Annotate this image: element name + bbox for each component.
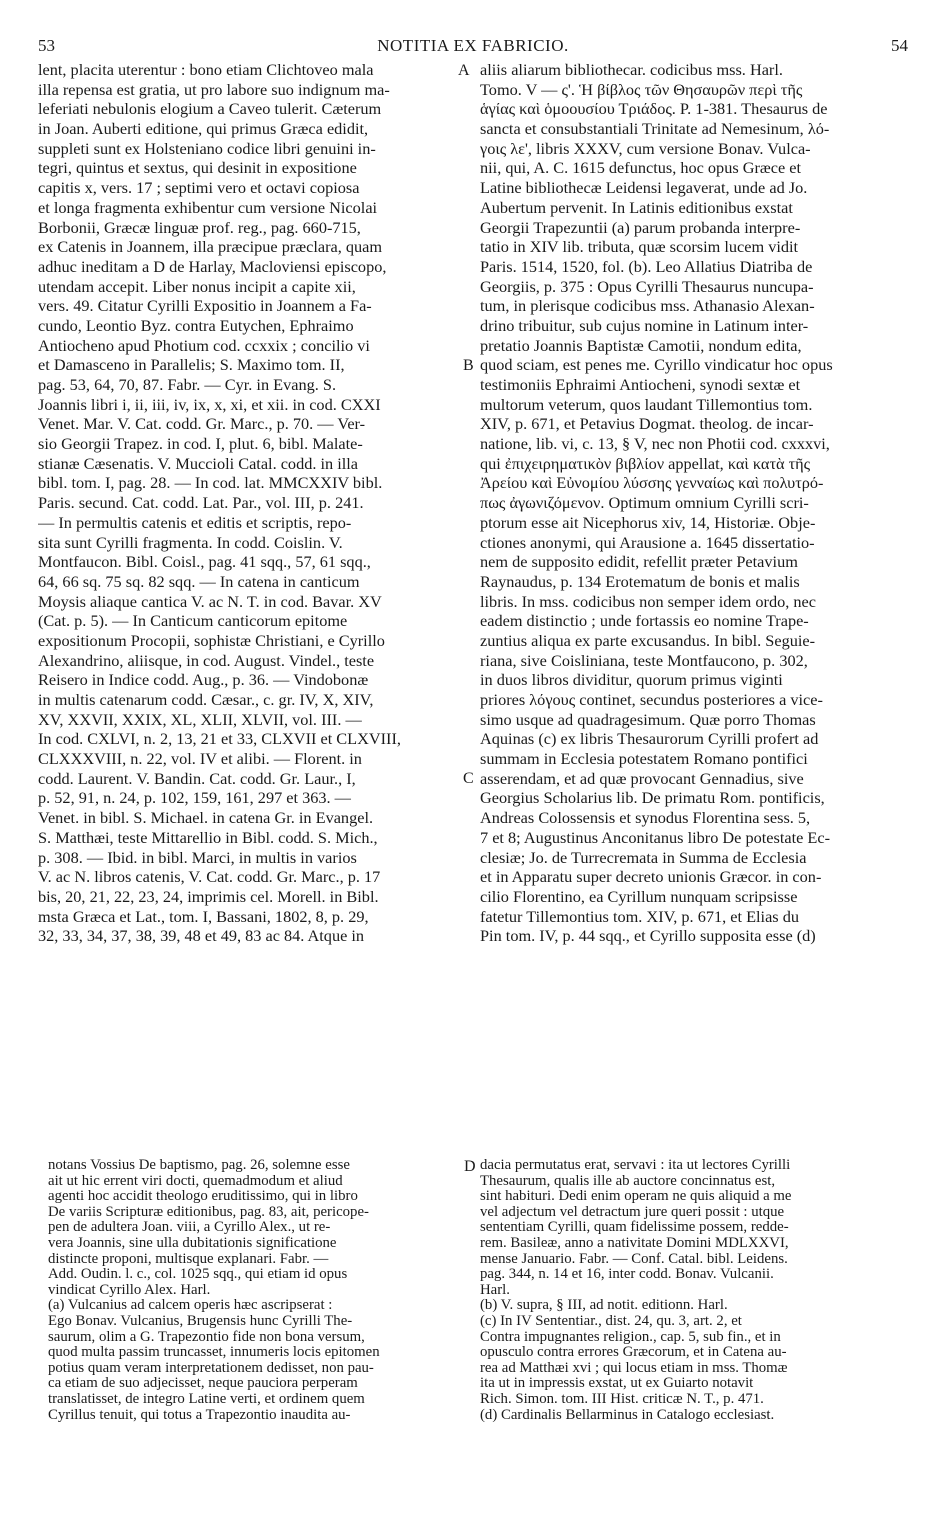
text-line: eadem distinctio ; unde fortassis eo nomine Trape-: [480, 611, 809, 631]
text-line: Aubertum pervenit. In Latinis editionibus exstat: [480, 197, 793, 217]
right-footnotes: [480, 1158, 908, 1423]
text-line: lent, placita uterentur : bono etiam Clichtoveo mala: [38, 60, 374, 79]
text-line: vers. 49. Citatur Cyrilli Expositio in Joannem a Fa-: [38, 296, 372, 316]
text-line: πως ἀγωνιζόμενον. Optimum omnium Cyrilli scri-: [480, 493, 809, 513]
footnote-line: saurum, olim a G. Trapezontio fide non bona versum,: [48, 1329, 365, 1345]
text-line: summam in Ecclesia potestatem Romano pontifici: [480, 749, 808, 769]
text-line: et Damasceno in Parallelis; S. Maximo tom. II,: [38, 355, 345, 375]
text-line: Venet. in bibl. S. Michael. in catena Gr. in Evangel.: [38, 808, 374, 828]
footnote-line: (d) Cardinalis Bellarminus in Catalogo ecclesiast.: [480, 1407, 775, 1423]
text-line: msta Græca et Lat., tom. I, Bassani, 1802, 8, p. 29,: [38, 906, 369, 926]
text-line: codd. Laurent. V. Bandin. Cat. codd. Gr. Laur., I,: [38, 768, 356, 788]
text-line: (Cat. p. 5). — In Canticum canticorum epitome: [38, 611, 348, 631]
text-line: 32, 33, 34, 37, 38, 39, 48 et 49, 83 ac 84. Atque in: [38, 926, 365, 946]
text-line: et in Apparatu super decreto unionis Græcor. in con-: [480, 867, 822, 887]
text-line: p. 308. — Ibid. in bibl. Marci, in multis in varios: [38, 847, 357, 867]
text-line: Borbonii, Græcæ linguæ prof. reg., pag. 660-715,: [38, 217, 361, 237]
text-line: Georgiis, p. 375 : Opus Cyrilli Thesaurus nuncupa-: [480, 276, 814, 296]
text-line: Paris. 1514, 1520, fol. (b). Leo Allatius Diatriba de: [480, 256, 813, 276]
text-line: testimoniis Ephraimi Antiocheni, synodi sextæ et: [480, 375, 801, 394]
text-line: XV, XXVII, XXIX, XL, XLII, XLVII, vol. III. —: [38, 709, 362, 729]
footnote-line: dacia permutatus erat, servavi : ita ut lectores Cyrilli: [480, 1158, 791, 1173]
footnote-line: translatisset, de integro Latine verti, et ordinem quem: [48, 1391, 365, 1407]
text-line: 7 et 8; Augustinus Anconitanus libro De potestate Ec-: [480, 827, 830, 847]
footnote-line: (c) In IV Sententiar., dist. 24, qu. 3, art. 2, et: [480, 1313, 742, 1329]
text-line: — In permultis catenis et editis et scriptis, repo-: [38, 512, 352, 532]
footnote-line: ca etiam de suo adjecisset, neque pauciora perperam: [48, 1376, 358, 1392]
text-line: natione, lib. vi, c. 13, § V, nec non Photii cod. cxxxvi,: [480, 434, 830, 454]
left-footnotes: [48, 1158, 456, 1423]
text-line: suppleti sunt ex Holsteniano codice libri genuini in-: [38, 138, 376, 158]
footnote-line: Rich. Simon. tom. III Hist. criticæ N. T., p. 471.: [480, 1391, 764, 1407]
text-line: Joannis libri i, ii, iii, iv, ix, x, xi, et xii. in cod. CXXI: [38, 394, 381, 414]
footnote-line: rem. Basileæ, anno a nativitate Domini MDLXXVI,: [480, 1235, 789, 1251]
text-line: bis, 20, 21, 22, 23, 24, imprimis cel. Morell. in Bibl.: [38, 886, 379, 906]
text-line: pretatio Joannis Baptistæ Camotii, nondum edita,: [480, 335, 802, 355]
text-line: libris. In mss. codicibus non semper idem ordo, nec: [480, 591, 816, 611]
footnote-line: agenti hoc accidit theologo eruditissimo, qui in libro: [48, 1189, 358, 1205]
text-line: Venet. Mar. V. Cat. codd. Gr. Marc., p. 70. — Ver-: [38, 414, 366, 434]
text-line: Paris. secund. Cat. codd. Lat. Par., vol. III, p. 241.: [38, 493, 364, 513]
text-line: Moysis aliaque cantica V. ac N. T. in cod. Bavar. XV: [38, 591, 382, 611]
text-line: sio Georgii Trapez. in cod. I, plut. 6, bibl. Malate-: [38, 434, 363, 454]
text-line: aliis aliarum bibliothecar. codicibus mss. Harl.: [480, 60, 783, 79]
text-line: stianæ Cæsenatis. V. Muccioli Catal. codd. in illa: [38, 453, 359, 473]
text-line: ptorum esse ait Nicephorus xiv, 14, Historiæ. Obje-: [480, 512, 816, 532]
text-line: γοις λε', libris XXXV, cum versione Bonav. Vulca-: [480, 138, 811, 158]
text-line: simo usque ad quadragesimum. Quæ porro Thomas: [480, 709, 816, 729]
text-line: ἁγίας καὶ ὁμοουσίου Τριάδος. P. 1-381. Thesaurus de: [480, 99, 828, 119]
footnote-line: pag. 344, n. 14 et 16, inter codd. Bonav. Vulcanii.: [480, 1267, 774, 1283]
text-line: V. ac N. libros catenis, V. Cat. codd. Gr. Marc., p. 17: [38, 867, 381, 887]
text-line: cilio Florentino, ea Cyrillum nunquam scripsisse: [480, 886, 798, 906]
text-line: multorum veterum, quos laudant Tillemontius tom.: [480, 394, 813, 414]
running-header: [38, 36, 908, 60]
text-line: in Joan. Auberti editione, qui primus Græca edidit,: [38, 119, 369, 139]
text-line: p. 52, 91, n. 24, p. 102, 159, 161, 297 et 363. —: [38, 788, 351, 808]
text-line: 64, 66 sq. 75 sq. 82 sqq. — In catena in canticum: [38, 571, 360, 591]
text-line: tum, in plerisque codicibus mss. Athanasio Alexan-: [480, 296, 815, 316]
text-line: expositionum Procopii, sophistæ Christiani, e Cyrillo: [38, 630, 385, 650]
footnote-line: opusculo contra errores Græcorum, et in Catena au-: [480, 1345, 787, 1361]
footnote-line: Thesaurum, qualis ille ab auctore concinnatus est,: [480, 1173, 776, 1189]
text-line: Montfaucon. Bibl. Coisl., pag. 41 sqq., 57, 61 sqq.,: [38, 552, 371, 572]
text-line: nii, qui, A. C. 1615 defunctus, hoc opus Græce et: [480, 158, 802, 178]
footnote-line: vindicat Cyrillo Alex. Harl.: [48, 1282, 211, 1298]
footnote-line: vera Joannis, sine ulla dubitationis significatione: [48, 1235, 337, 1251]
text-line: clesiæ; Jo. de Turrecremata in Summa de Ecclesia: [480, 847, 807, 867]
text-line: Andreas Colossensis et synodus Florentina sess. 5,: [480, 808, 811, 828]
text-line: Ἀρείου καὶ Εὐνομίου λύσσης γενναίως καὶ πολυτρό-: [480, 473, 824, 493]
text-line: capitis x, vers. 17 ; septimi vero et octavi copiosa: [38, 178, 360, 198]
text-line: adhuc ineditam a D de Harlay, Macloviensi episcopo,: [38, 256, 387, 276]
text-line: ex Catenis in Joannem, illa præcipue præclara, quam: [38, 237, 383, 257]
text-line: XIV, p. 671, et Petavius Dogmat. theolog. de incar-: [480, 414, 814, 434]
footnote-line: notans Vossius De baptismo, pag. 26, solemne esse: [48, 1158, 350, 1173]
text-line: quod sciam, est penes me. Cyrillo vindicatur hoc opus: [480, 355, 833, 375]
text-line: Tomo. V — ς'. Ἡ βίβλος τῶν Θησαυρῶν περὶ τῆς: [480, 79, 803, 99]
text-line: drino tribuitur, sub cujus nomine in Latinum inter-: [480, 315, 809, 335]
right-text-column: [480, 60, 908, 946]
text-line: In cod. CXLVI, n. 2, 13, 21 et 33, CLXVII et CLXVIII,: [38, 729, 401, 749]
footnote-line: Ego Bonav. Vulcanius, Brugensis hunc Cyrilli The-: [48, 1313, 353, 1329]
footnote-line: rea ad Matthæi xvi ; qui locus etiam in mss. Thomæ: [480, 1360, 788, 1376]
footnote-line: quod multa passim truncasset, innumeris locis epitomen: [48, 1345, 380, 1361]
footnote-line: sint habituri. Dedi enim operam ne quis aliquid a me: [480, 1189, 792, 1205]
left-text-column: [38, 60, 456, 946]
text-line: leferiati nebulonis elogium a Caveo tulerit. Cæterum: [38, 99, 382, 119]
text-line: tatio in XIV lib. tributa, quæ scorsim lucem vidit: [480, 237, 799, 257]
text-line: Pin tom. IV, p. 44 sqq., et Cyrillo supposita esse (d): [480, 926, 816, 946]
footnote-line: De variis Scripturæ editionibus, pag. 83, ait, pericope-: [48, 1204, 369, 1220]
page-number-right: 54: [891, 36, 908, 55]
footnote-line: pen de adultera Joan. viii, a Cyrillo Alex., ut re-: [48, 1220, 331, 1236]
text-line: nem de supposito edidit, refellit præter Petavium: [480, 552, 798, 572]
text-line: Latine bibliothecæ Leidensi legaverat, unde ad Jo.: [480, 178, 808, 198]
footnote-line: vel adjectum vel detractum jure queri possit : utque: [480, 1204, 785, 1220]
footnote-line: ita ut in impressis exstat, ut ex Guiarto notavit: [480, 1376, 754, 1392]
footnote-line: (b) V. supra, § III, ad notit. editionn. Harl.: [480, 1298, 728, 1314]
text-line: in multis catenarum codd. Cæsar., c. gr. IV, X, XIV,: [38, 690, 374, 709]
footnote-line: Cyrillus tenuit, qui totus a Trapezontio inaudita au-: [48, 1407, 351, 1423]
footnote-line: sententiam Cyrilli, quam fidelissime possem, redde-: [480, 1220, 789, 1236]
text-line: sancta et consubstantiali Trinitate ad Nemesinum, λό-: [480, 119, 830, 139]
text-line: Alexandrino, aliisque, in cod. August. Vindel., teste: [38, 650, 375, 670]
section-marker-b: B: [463, 357, 474, 374]
text-line: CLXXXVIII, n. 22, vol. IV et alibi. — Florent. in: [38, 749, 362, 769]
section-marker-d: D: [464, 1158, 476, 1175]
text-line: bibl. tom. I, pag. 28. — In cod. lat. MMCXXIV bibl.: [38, 473, 383, 493]
text-line: in duos libros dividitur, quorum primus viginti: [480, 670, 783, 690]
footnote-line: Harl.: [480, 1282, 510, 1298]
text-line: et longa fragmenta exhibentur cum versione Nicolai: [38, 197, 378, 217]
footnote-line: ait ut hic errent viri docti, quemadmodum et aliud: [48, 1173, 343, 1189]
footnote-line: (a) Vulcanius ad calcem operis hæc ascripserat :: [48, 1298, 333, 1314]
text-line: sita sunt Cyrilli fragmenta. In codd. Coislin. V.: [38, 532, 343, 552]
text-line: Aquinas (c) ex libris Thesaurorum Cyrilli profert ad: [480, 729, 819, 749]
footnote-line: potius quam veram interpretationem dedisset, non pau-: [48, 1360, 374, 1376]
section-marker-c: C: [463, 770, 474, 787]
text-line: priores λόγους continet, secundus posteriores a vice-: [480, 690, 823, 709]
text-line: utendam accepit. Liber nonus incipit a capite xii,: [38, 276, 356, 296]
text-line: Reisero in Indice codd. Aug., p. 36. — Vindobonæ: [38, 670, 369, 690]
text-line: fatetur Tillemontius tom. XIV, p. 671, et Elias du: [480, 906, 799, 926]
text-line: Georgius Scholarius lib. De primatu Rom. pontificis,: [480, 788, 825, 808]
section-marker-a: A: [458, 62, 470, 79]
text-line: pag. 53, 64, 70, 87. Fabr. — Cyr. in Evang. S.: [38, 375, 337, 394]
text-line: illa repensa est gratia, ut pro labore suo indignum ma-: [38, 79, 390, 99]
text-line: zuntius aliqua ex parte excusandus. In bibl. Seguie-: [480, 630, 816, 650]
text-line: Antiocheno apud Photium cod. ccxxix ; concilio vi: [38, 335, 370, 355]
text-line: Georgii Trapezuntii (a) parum probanda interpre-: [480, 217, 801, 237]
running-title: NOTITIA EX FABRICIO.: [377, 36, 569, 55]
text-line: qui ἐπιχειρηματικὸν βιβλίον appellat, καὶ κατὰ τῆς: [480, 453, 811, 473]
text-line: tegri, quintus et sextus, qui desinit in expositione: [38, 158, 357, 178]
text-line: S. Matthæi, teste Mittarellio in Bibl. codd. S. Mich.,: [38, 827, 378, 847]
footnote-line: Add. Oudin. l. c., col. 1025 sqq., qui etiam id opus: [48, 1267, 348, 1283]
page-number-left: 53: [38, 36, 55, 55]
text-line: Raynaudus, p. 134 Erotematum de bonis et malis: [480, 571, 800, 591]
text-line: ctiones anonymi, qui Arausione a. 1645 dissertatio-: [480, 532, 815, 552]
footnote-line: mense Januario. Fabr. — Conf. Catal. bibl. Leidens.: [480, 1251, 788, 1267]
text-line: cundo, Leontio Byz. contra Eutychen, Ephraimo: [38, 315, 354, 335]
footnote-line: Contra impugnantes religion., cap. 5, sub fin., et in: [480, 1329, 781, 1345]
text-line: riana, sive Coisliniana, teste Montfaucono, p. 302,: [480, 650, 808, 670]
footnote-line: distincte proponi, multisque explanari. Fabr. —: [48, 1251, 329, 1267]
text-line: asserendam, et ad quæ provocant Gennadius, sive: [480, 768, 804, 788]
